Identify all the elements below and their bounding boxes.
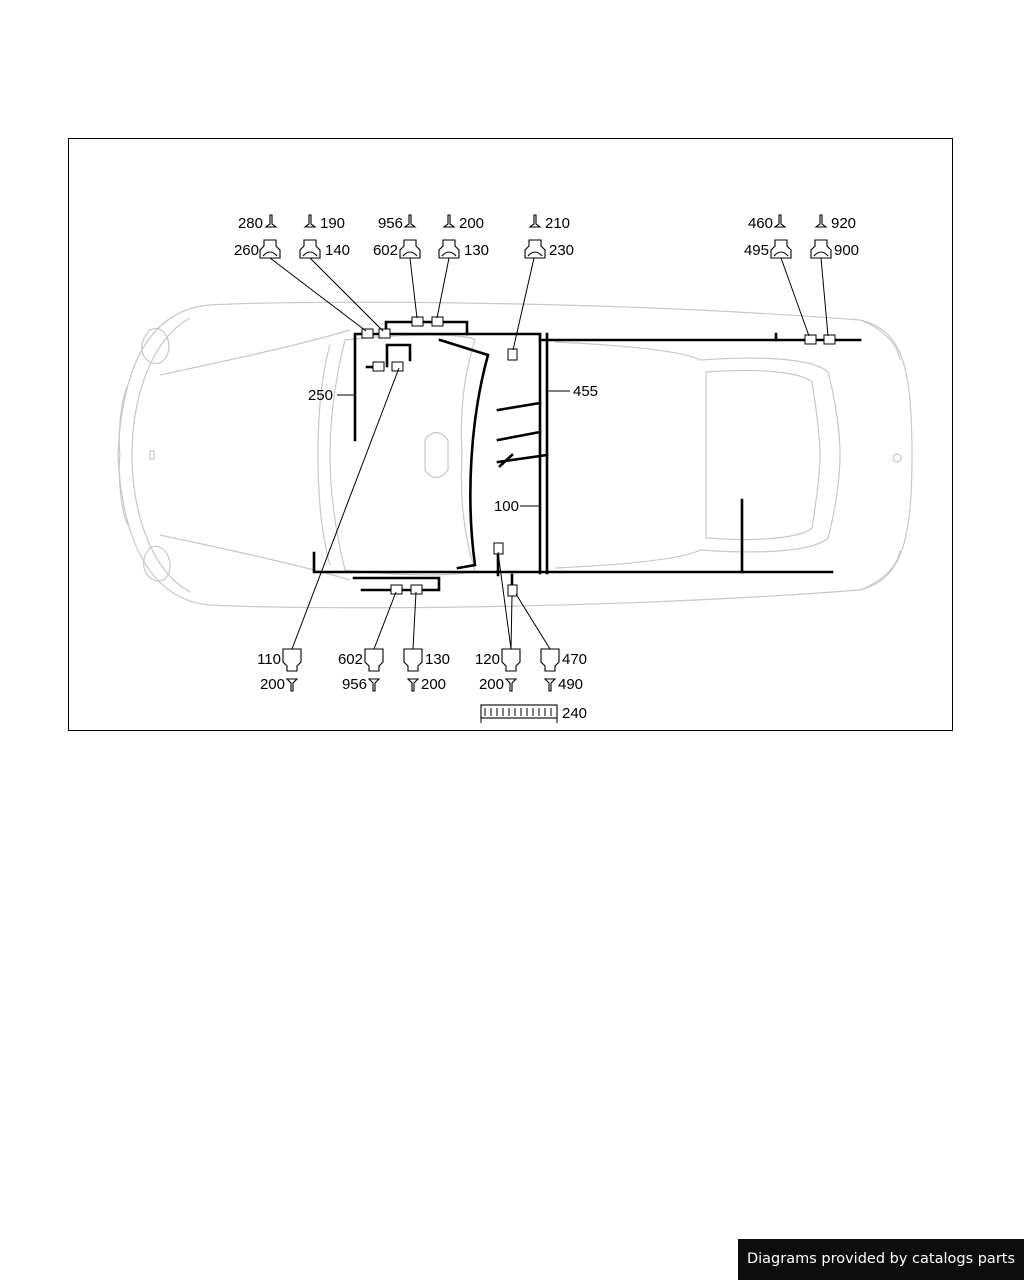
part-label-470: 470 bbox=[562, 651, 588, 668]
part-label-140: 140 bbox=[325, 242, 351, 259]
part-label-110: 110 bbox=[257, 651, 281, 668]
connector-icon bbox=[525, 240, 545, 258]
terminal-icon bbox=[775, 215, 785, 227]
terminal-icon bbox=[530, 215, 540, 227]
terminal-icon bbox=[408, 679, 418, 691]
part-label-120: 120 bbox=[474, 651, 500, 668]
connector-icon bbox=[502, 649, 520, 671]
part-label-460: 460 bbox=[747, 215, 773, 232]
part-label-200: 200 bbox=[259, 676, 285, 693]
connector-icon bbox=[260, 240, 280, 258]
part-label-200: 200 bbox=[421, 676, 447, 693]
fuse-block-icon bbox=[481, 705, 557, 723]
connector-icon bbox=[300, 240, 320, 258]
footer-credit: Diagrams provided by catalogs parts bbox=[738, 1239, 1024, 1280]
connector-icon bbox=[404, 649, 422, 671]
connector-icon bbox=[771, 240, 791, 258]
part-label-200: 200 bbox=[478, 676, 504, 693]
part-label-495: 495 bbox=[743, 242, 769, 259]
part-label-200: 200 bbox=[459, 215, 485, 232]
part-label-455: 455 bbox=[573, 383, 599, 400]
part-label-230: 230 bbox=[549, 242, 575, 259]
connector-icon bbox=[365, 649, 383, 671]
connector-icon-group-bottom bbox=[283, 649, 559, 671]
terminal-icon bbox=[305, 215, 315, 227]
terminal-icon bbox=[444, 215, 454, 227]
part-label-602: 602 bbox=[337, 651, 363, 668]
connector-icon bbox=[283, 649, 301, 671]
connector-icon bbox=[439, 240, 459, 258]
part-label-210: 210 bbox=[545, 215, 571, 232]
part-label-100: 100 bbox=[493, 498, 519, 515]
part-label-602: 602 bbox=[372, 242, 398, 259]
terminal-icon bbox=[266, 215, 276, 227]
car-outline bbox=[118, 302, 912, 608]
part-label-280: 280 bbox=[237, 215, 263, 232]
connector-icon bbox=[400, 240, 420, 258]
terminal-icon bbox=[287, 679, 297, 691]
part-label-190: 190 bbox=[320, 215, 346, 232]
part-label-130: 130 bbox=[464, 242, 490, 259]
terminal-icon bbox=[369, 679, 379, 691]
part-label-240: 240 bbox=[562, 705, 588, 722]
part-label-490: 490 bbox=[558, 676, 584, 693]
part-label-900: 900 bbox=[834, 242, 860, 259]
part-label-956: 956 bbox=[341, 676, 367, 693]
terminal-icon bbox=[545, 679, 555, 691]
part-label-956: 956 bbox=[377, 215, 403, 232]
connector-icon bbox=[811, 240, 831, 258]
terminal-icon bbox=[405, 215, 415, 227]
part-label-250: 250 bbox=[307, 387, 333, 404]
terminal-icon bbox=[816, 215, 826, 227]
leader-lines bbox=[270, 258, 828, 649]
part-label-920: 920 bbox=[831, 215, 857, 232]
part-label-130: 130 bbox=[425, 651, 451, 668]
part-label-260: 260 bbox=[233, 242, 259, 259]
terminal-icon bbox=[506, 679, 516, 691]
connector-icon bbox=[541, 649, 559, 671]
